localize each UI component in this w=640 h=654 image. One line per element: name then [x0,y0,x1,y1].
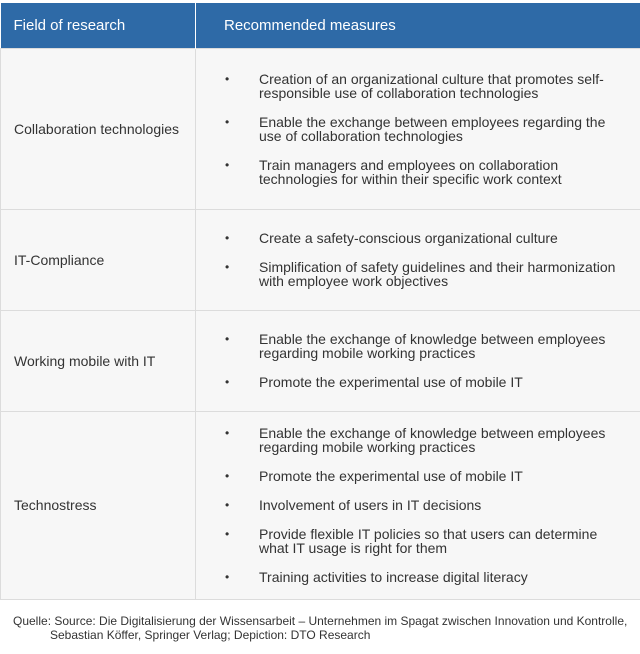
bullet-icon: • [225,527,230,541]
bullet-icon: • [225,71,230,86]
bullet-icon: • [225,332,230,346]
measure-text: Train managers and employees on collaboration technologies for within their specific work context [259,156,562,187]
bullet-icon: • [225,114,230,129]
measure-text: Enable the exchange of knowledge between employees regarding mobile working practices [259,425,606,455]
measures-cell [196,310,640,411]
measure-text: Create a safety-conscious organizational culture [259,230,558,246]
measure-text: Enable the exchange between employees regarding the use of collaboration technologies [259,113,606,144]
measures-cell [196,209,640,310]
field-cell: IT-Compliance [1,209,196,310]
table-row [1,48,640,209]
source-caption [13,614,633,642]
measure-text: Simplification of safety guidelines and their harmonization with employee work objectives [259,259,616,289]
list-item [196,231,626,245]
list-item [196,426,626,454]
field-cell: Technostress [1,411,196,599]
header-field-of-research: Field of research [1,3,196,48]
source-line-2: Sebastian Köffer, Springer Verlag; Depiction: DTO Research [50,628,371,642]
measures-cell [196,411,640,599]
list-item [196,72,626,100]
measure-text: Training activities to increase digital literacy [259,569,528,585]
list-item [196,158,626,186]
bullet-icon: • [225,498,230,512]
bullet-icon: • [225,157,230,172]
measures-cell [196,48,640,209]
measure-text: Promote the experimental use of mobile IT [259,374,523,390]
list-item [196,375,626,389]
table-row [1,209,640,310]
list-item [196,469,626,483]
measure-text: Involvement of users in IT decisions [259,497,482,513]
measures-list [196,332,640,389]
measure-text: Enable the exchange of knowledge between employees regarding mobile working practices [259,331,606,361]
measure-text: Creation of an organizational culture that promotes self-responsible use of collaboration technologies [259,70,604,101]
list-item [196,570,626,584]
bullet-icon: • [225,426,230,440]
list-item [196,332,626,360]
bullet-icon: • [225,260,230,274]
list-item [196,260,626,288]
list-item [196,498,626,512]
measure-text: Promote the experimental use of mobile IT [259,468,523,484]
measures-list [196,72,640,186]
measures-list [196,426,640,584]
table-row [1,411,640,599]
source-line-1: Quelle: Source: Die Digitalisierung der Wissensarbeit – Unternehmen im Spagat zwischen Innovation und Kontrolle, [13,614,628,628]
measures-table [0,3,640,600]
bullet-icon: • [225,469,230,483]
table-row [1,310,640,411]
field-cell: Collaboration technologies [1,48,196,209]
list-item [196,527,626,555]
bullet-icon: • [225,231,230,245]
table-header-row [1,3,640,48]
measure-text: Provide flexible IT policies so that users can determine what IT usage is right for them [259,526,598,556]
header-recommended-measures: Recommended measures [196,3,640,48]
bullet-icon: • [225,570,230,584]
field-cell: Working mobile with IT [1,310,196,411]
bullet-icon: • [225,375,230,389]
measures-list [196,231,640,288]
list-item [196,115,626,143]
